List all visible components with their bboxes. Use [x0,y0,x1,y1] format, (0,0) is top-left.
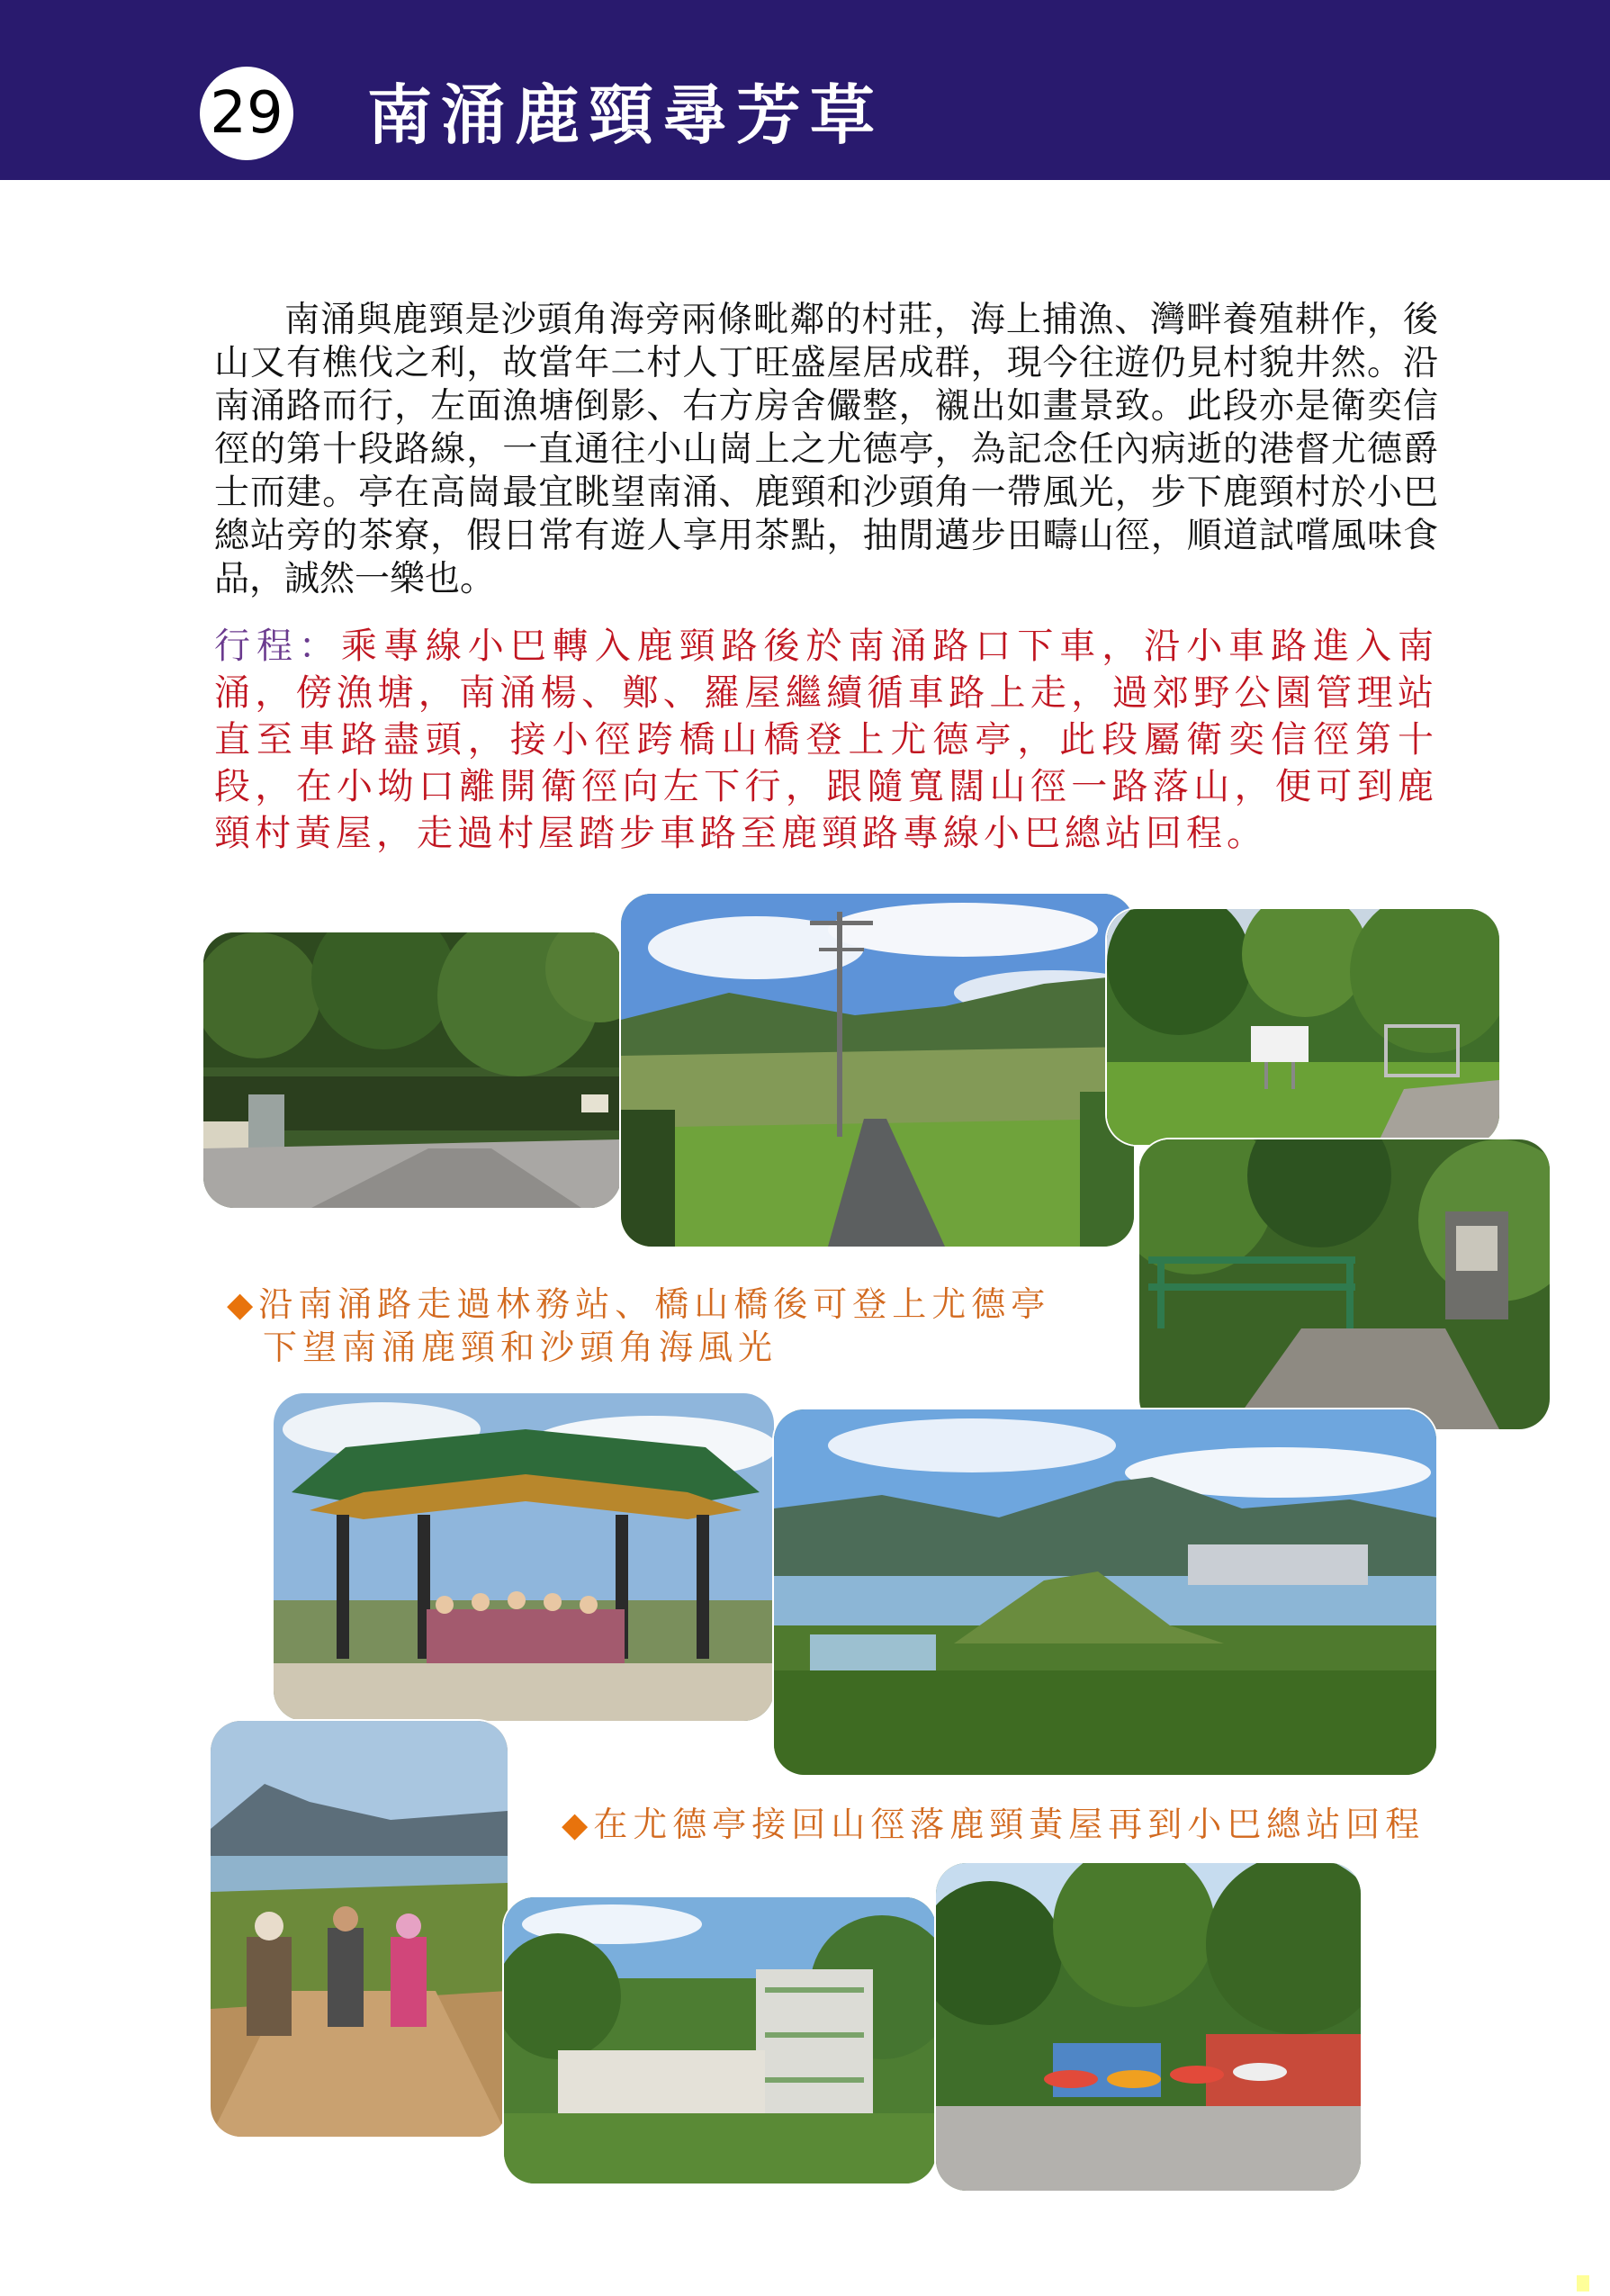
caption-return-route [562,1802,1425,1847]
page-title: 南涌鹿頸尋芳草 [367,77,885,153]
route-label: 行程： [214,626,341,667]
chapter-number-badge: 29 [200,67,293,160]
intro-text: 南涌與鹿頸是沙頭角海旁兩條毗鄰的村莊，海上捕漁、灣畔養殖耕作，後山又有樵伐之利，故當年二村人丁旺盛屋居成群，現今往遊仍見村貌井然。沿南涌路而行，左面漁塘倒影、右方房舍儼整，襯出如畫景致。此段亦是衛奕信徑的第十段路線，一直通往小山崗上之尤德亭，為記念任內病逝的港督尤德爵士而建。亭在高崗最宜眺望南涌、鹿頸和沙頭角一帶風光，步下鹿頸村於小巴總站旁的茶寮，假日常有遊人享用茶點，抽閒邁步田疇山徑，順道試嚐風味食品，誠然一樂也。 [214,300,1438,599]
photo-forestry-station [203,932,621,1208]
photo-pavilion [274,1393,774,1721]
photo-country-road [621,894,1134,1247]
photo-park-gate [1107,909,1499,1145]
route-text: 乘專線小巴轉入鹿頸路後於南涌路口下車，沿小車路進入南涌，傍漁塘，南涌楊、鄭、羅屋繼續循車路上走，過郊野公園管理站直至車路盡頭，接小徑跨橋山橋登上尤德亭，此段屬衛奕信徑第十段，在小坳口離開衛徑向左下行，跟隨寬闊山徑一路落山，便可到鹿頸村黃屋，走過村屋踏步車路至鹿頸路專線小巴總站回程。 [214,626,1439,854]
photo-sea-panorama [774,1409,1436,1775]
caption-route-view [227,1282,1050,1327]
route-paragraph [214,623,1438,857]
page-header-band [0,0,1610,180]
photo-hikers-trail [211,1721,508,2137]
photo-village-houses [504,1897,936,2183]
corner-mark [1577,2275,1589,2291]
intro-paragraph [214,299,1438,601]
caption-line-1: 沿南涌路走過林務站、橋山橋後可登上尤德亭 [258,1284,1051,1324]
caption-line-1: 在尤德亭接回山徑落鹿頸黃屋再到小巴總站回程 [593,1805,1426,1844]
caption-route-view-line2 [263,1325,778,1370]
caption-line-2: 下望南涌鹿頸和沙頭角海風光 [263,1328,778,1367]
diamond-bullet-icon: ◆ [562,1805,594,1844]
photo-tea-stalls [936,1863,1361,2191]
diamond-bullet-icon: ◆ [227,1284,259,1324]
photo-stone-tablet [1139,1139,1550,1429]
